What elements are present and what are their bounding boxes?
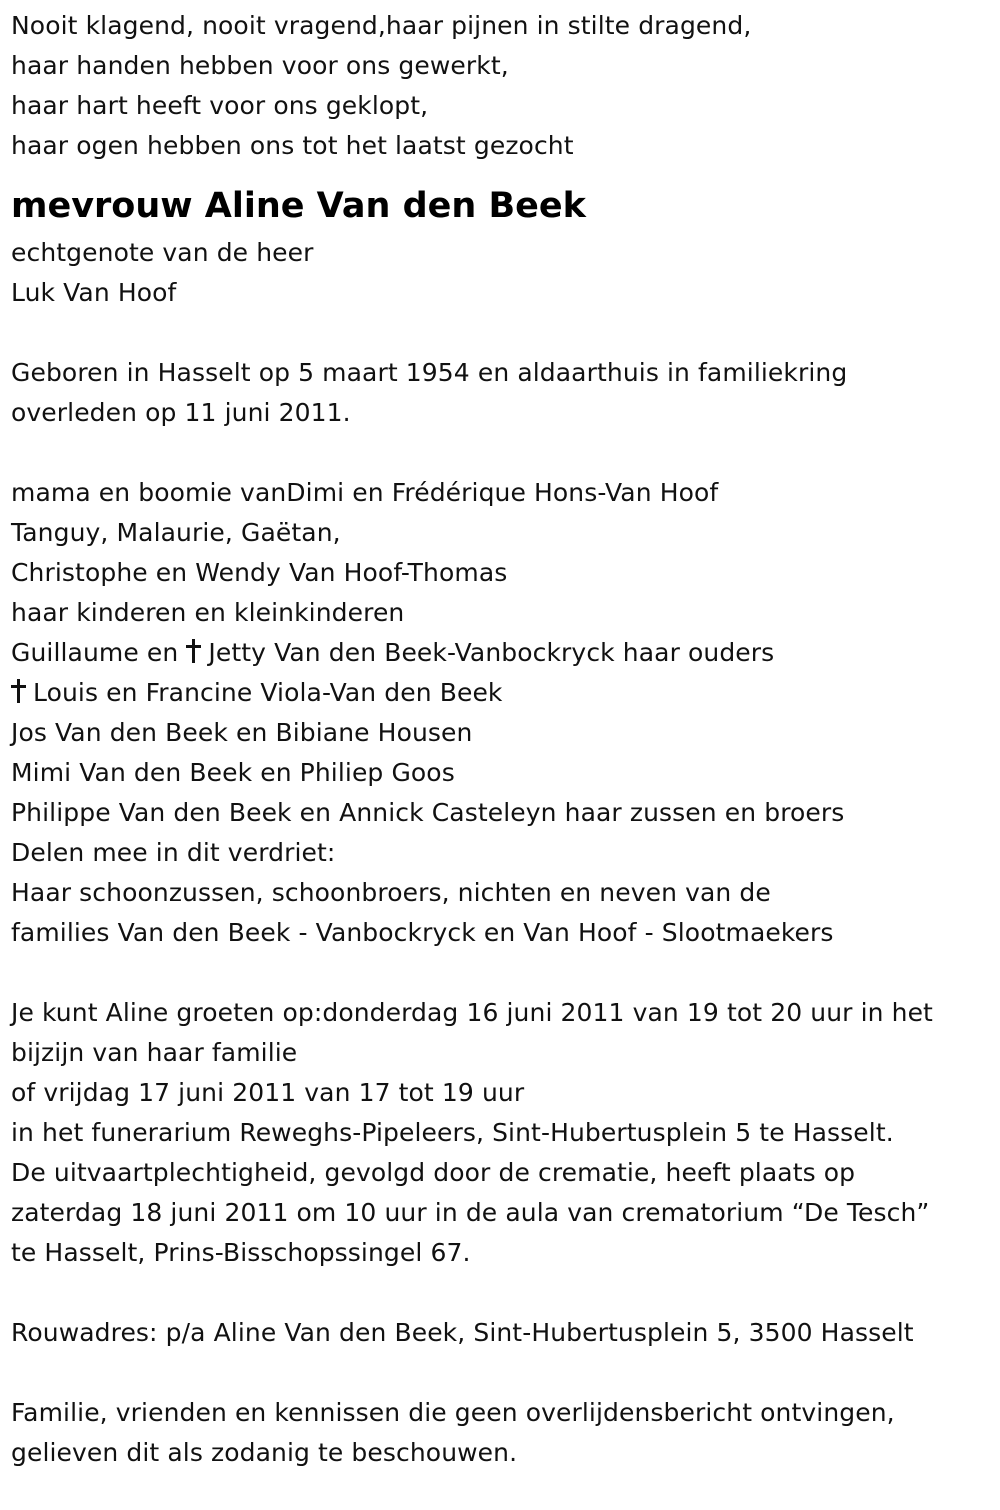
family-line: Delen mee in dit verdriet:: [11, 838, 336, 867]
family-line: Philippe Van den Beek en Annick Casteleyn haar zussen en broers: [11, 798, 845, 827]
closing-note: [11, 1393, 989, 1473]
spouse-info: [11, 233, 989, 313]
closing-line: gelieven dit als zodanig te beschouwen.: [11, 1438, 518, 1467]
family-list: [11, 473, 989, 953]
visitation-info: [11, 993, 989, 1273]
latin-cross-icon: [11, 679, 25, 703]
poem-line: haar handen hebben voor ons gewerkt,: [11, 51, 509, 80]
family-text: Guillaume en: [11, 638, 187, 667]
spacer: [11, 953, 989, 993]
family-line: Mimi Van den Beek en Philiep Goos: [11, 758, 455, 787]
birth-line: Geboren in Hasselt op 5 maart 1954 en aldaarthuis in familiekring: [11, 358, 848, 387]
mourning-address: Rouwadres: p/a Aline Van den Beek, Sint-Hubertusplein 5, 3500 Hasselt: [11, 1318, 914, 1347]
spacer: [11, 1353, 989, 1393]
visitation-line: in het funerarium Reweghs-Pipeleers, Sint-Hubertusplein 5 te Hasselt.: [11, 1118, 894, 1147]
spouse-name: Luk Van Hoof: [11, 278, 177, 307]
family-line-deceased-sibling: [11, 673, 989, 713]
family-line: mama en boomie vanDimi en Frédérique Hons-Van Hoof: [11, 478, 719, 507]
latin-cross-icon: [186, 639, 200, 663]
poem: [11, 6, 989, 166]
spouse-line: echtgenote van de heer: [11, 238, 314, 267]
deceased-name: mevrouw Aline Van den Beek: [11, 186, 586, 226]
family-line: Haar schoonzussen, schoonbroers, nichten en neven van de: [11, 878, 771, 907]
ceremony-line: te Hasselt, Prins-Bisschopssingel 67.: [11, 1238, 471, 1267]
birth-death-info: [11, 353, 989, 433]
family-text: Jetty Van den Beek-Vanbockryck haar ouders: [208, 638, 775, 667]
visitation-line: of vrijdag 17 juni 2011 van 17 tot 19 uur: [11, 1078, 525, 1107]
poem-line: Nooit klagend, nooit vragend,haar pijnen in stilte dragend,: [11, 11, 752, 40]
family-line: Christophe en Wendy Van Hoof-Thomas: [11, 558, 508, 587]
spacer: [11, 433, 989, 473]
visitation-line: bijzijn van haar familie: [11, 1038, 298, 1067]
family-line: haar kinderen en kleinkinderen: [11, 598, 405, 627]
family-line: Tanguy, Malaurie, Gaëtan,: [11, 518, 341, 547]
spacer: [11, 313, 989, 353]
family-line: families Van den Beek - Vanbockryck en Van Hoof - Slootmaekers: [11, 918, 834, 947]
family-text: Louis en Francine Viola-Van den Beek: [33, 678, 503, 707]
poem-line: haar ogen hebben ons tot het laatst gezocht: [11, 131, 574, 160]
ceremony-line: zaterdag 18 juni 2011 om 10 uur in de aula van crematorium “De Tesch”: [11, 1198, 930, 1227]
spacer: [11, 1273, 989, 1313]
poem-line: haar hart heeft voor ons geklopt,: [11, 91, 429, 120]
family-line: Jos Van den Beek en Bibiane Housen: [11, 718, 473, 747]
visitation-line: Je kunt Aline groeten op:donderdag 16 juni 2011 van 19 tot 20 uur in het: [11, 998, 933, 1027]
death-line: overleden op 11 juni 2011.: [11, 398, 351, 427]
ceremony-line: De uitvaartplechtigheid, gevolgd door de crematie, heeft plaats op: [11, 1158, 856, 1187]
family-line-parents: [11, 633, 989, 673]
closing-line: Familie, vrienden en kennissen die geen overlijdensbericht ontvingen,: [11, 1398, 895, 1427]
